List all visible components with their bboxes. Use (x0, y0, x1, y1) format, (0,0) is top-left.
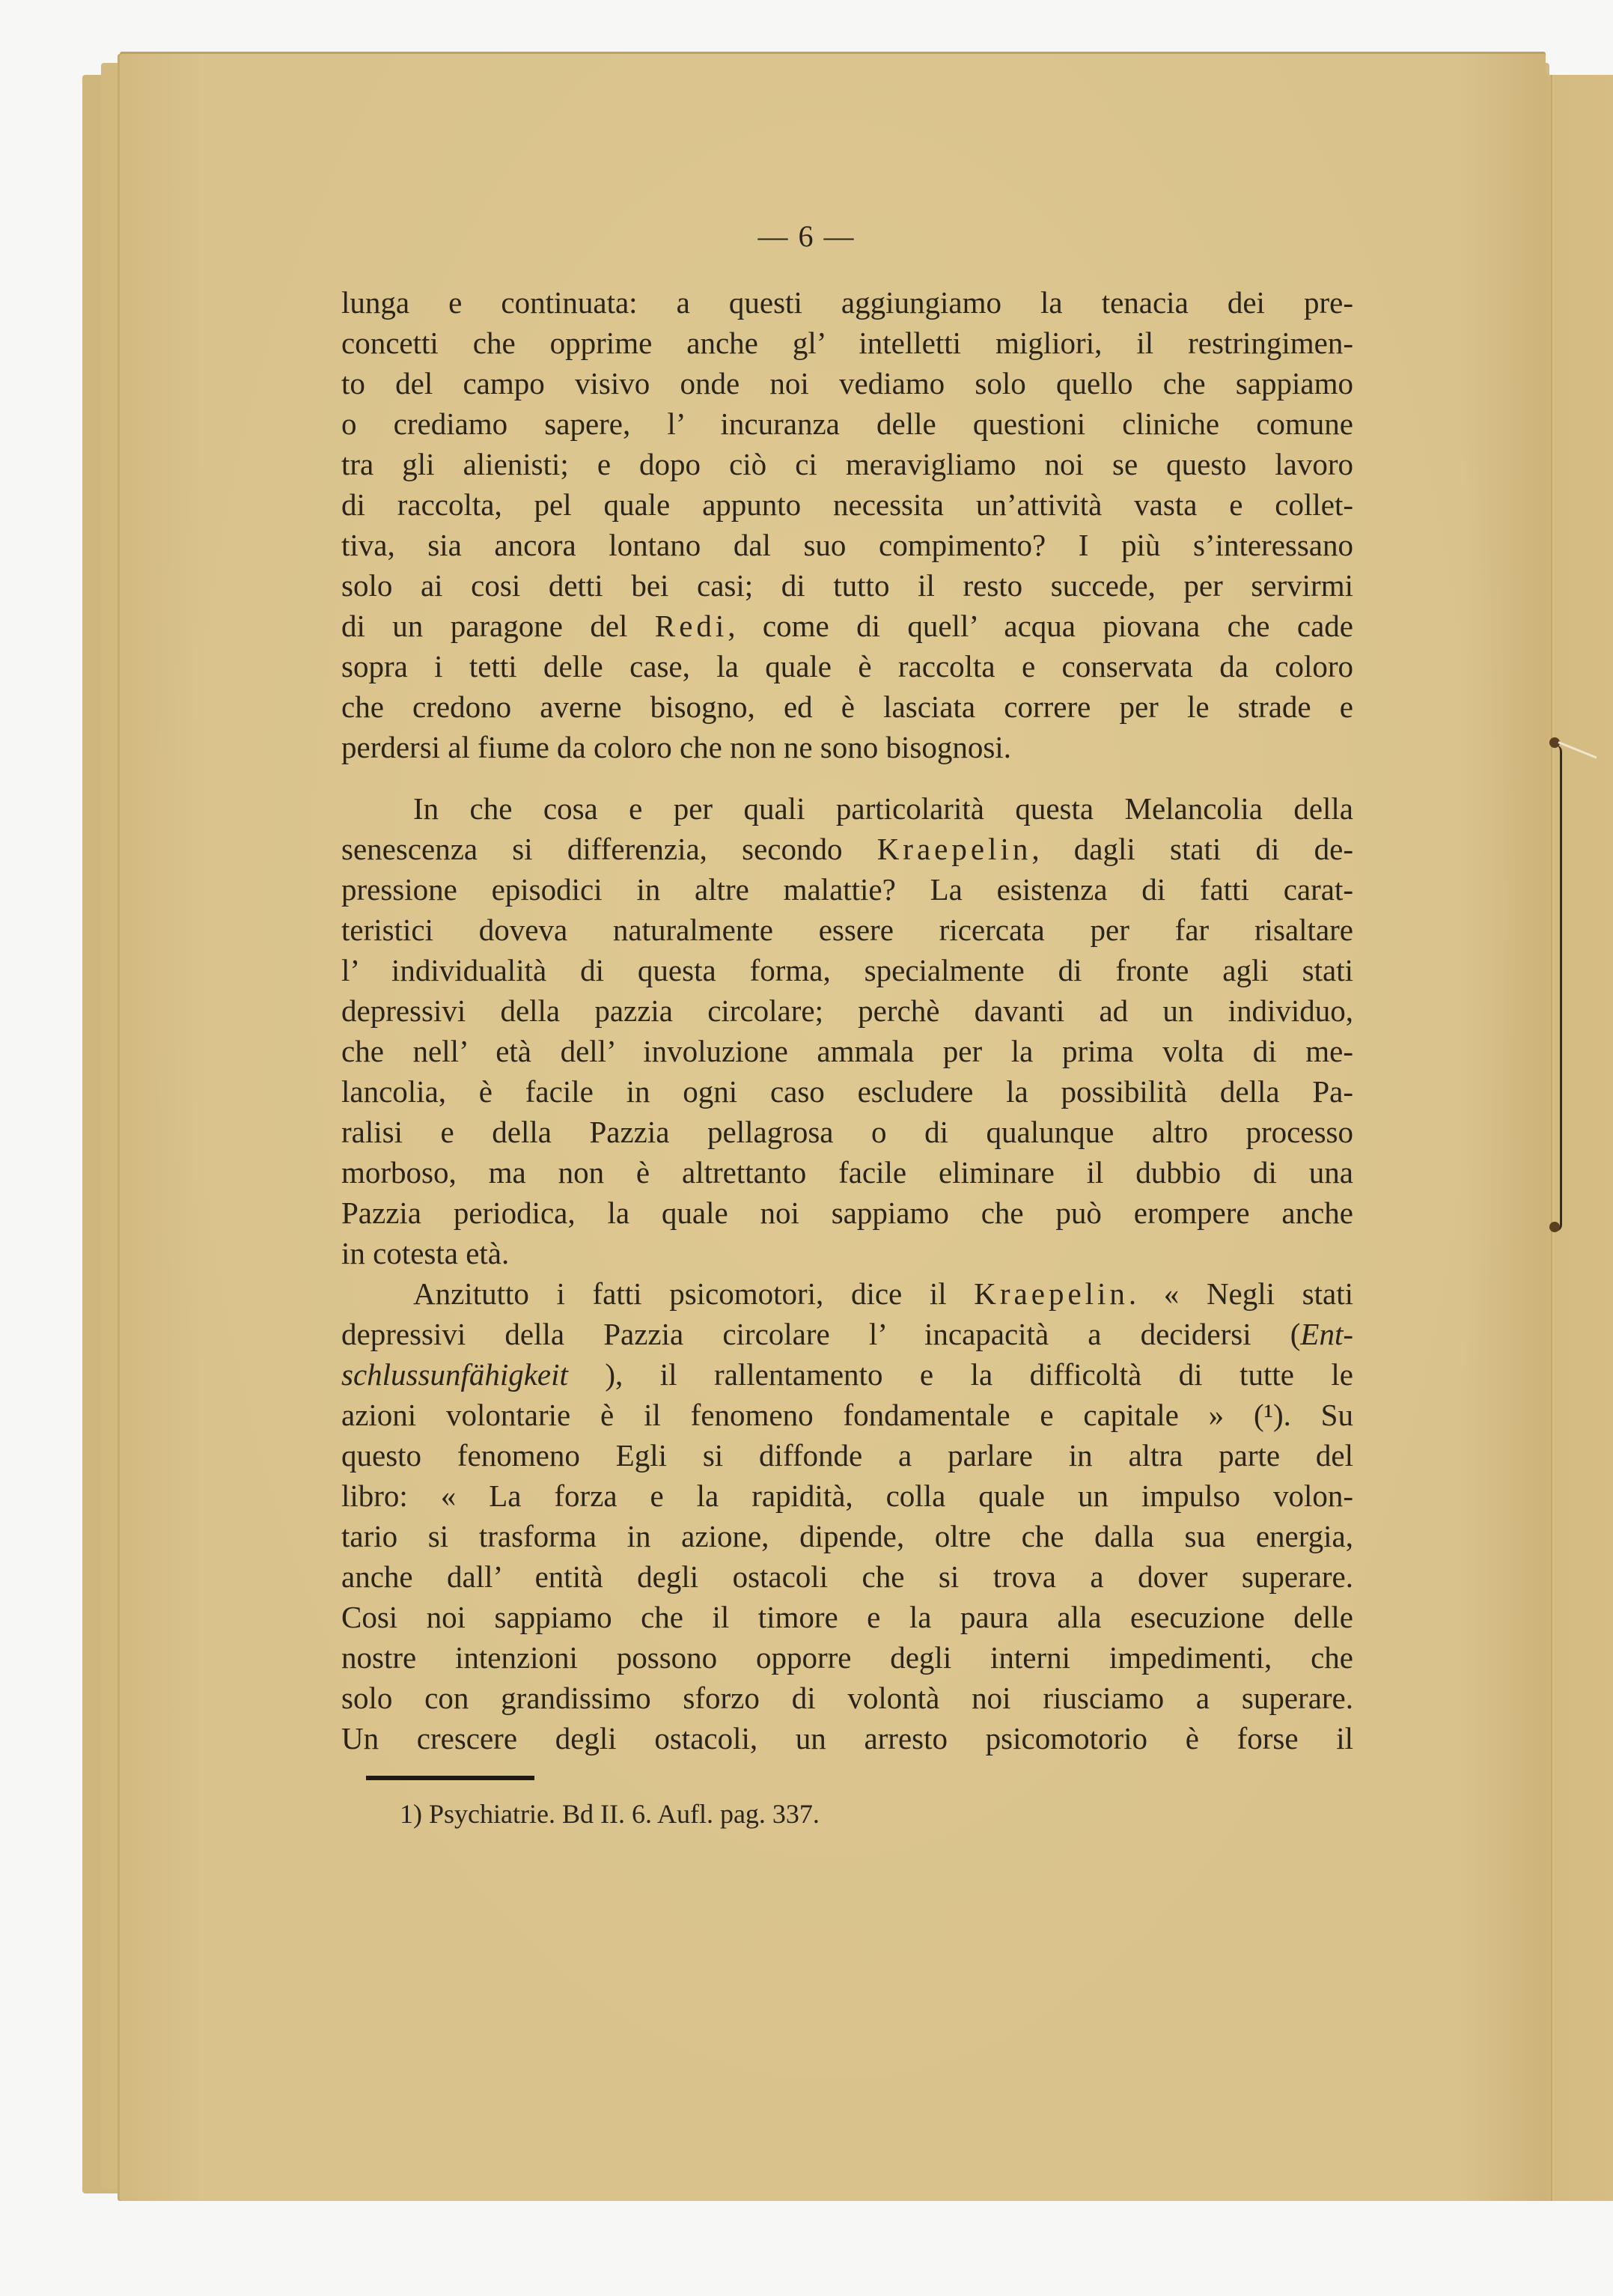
text-run: senescenza si differenzia, secondo (341, 832, 877, 866)
text-line: lunga e continuata: a questi aggiungiamo la tenacia dei pre- (341, 285, 1353, 320)
text-line: anche dall’ entità degli ostacoli che si trova a dover superare. (341, 1559, 1353, 1594)
text-line: ralisi e della Pazzia pellagrosa o di qualunque altro processo (341, 1115, 1353, 1149)
binding-thread-icon (1555, 745, 1562, 1231)
text-line (413, 1273, 1353, 1314)
text-line: che nell’ età dell’ involuzione ammala per la prima volta di me- (341, 1034, 1353, 1068)
text-line: tiva, sia ancora lontano dal suo compimento? I più s’interessano (341, 528, 1353, 562)
author-name: Kraepelin (876, 832, 1032, 866)
text-line: Cosi noi sappiamo che il timore e la paura alla esecuzione delle (341, 1600, 1353, 1634)
text-line: o crediamo sapere, l’ incuranza delle questioni cliniche comune (341, 406, 1353, 441)
gutter-fold (1551, 75, 1554, 2201)
adjacent-page-strip (1538, 75, 1613, 2201)
text-line: concetti che opprime anche gl’ intelletti migliori, il restringimen- (341, 326, 1353, 360)
text-line: solo ai cosi detti bei casi; di tutto il resto succede, per servirmi (341, 568, 1353, 603)
text-line: to del campo visivo onde noi vediamo solo quello che sappiamo (341, 366, 1353, 401)
text-line: In che cosa e per quali particolarità questa Melancolia della (413, 791, 1353, 826)
text-line: Un crescere degli ostacoli, un arresto psicomotorio è forse il (341, 1721, 1353, 1756)
text-line: l’ individualità di questa forma, specialmente di fronte agli stati (341, 953, 1353, 987)
text-line: sopra i tetti delle case, la quale è raccolta e conservata da coloro (341, 649, 1353, 683)
page-number: — 6 — (757, 219, 856, 253)
footnote: 1) Psychiatrie. Bd II. 6. Aufl. pag. 337. (400, 1799, 820, 1829)
text-line (341, 829, 1353, 869)
text-line: che credono averne bisogno, ed è lasciata correre per le strade e (341, 689, 1353, 724)
text-line: tra gli alienisti; e dopo ciò ci meravigliamo noi se questo lavoro (341, 447, 1353, 481)
text-line: in cotesta età. (341, 1236, 510, 1270)
text-line: lancolia, è facile in ogni caso escludere la possibilità della Pa- (341, 1074, 1353, 1109)
text-line: Pazzia periodica, la quale noi sappiamo che può erompere anche (341, 1196, 1353, 1230)
text-line: morboso, ma non è altrettanto facile eliminare il dubbio di una (341, 1155, 1353, 1190)
text-line: questo fenomeno Egli si diffonde a parlare in altra parte del (341, 1438, 1353, 1473)
text-line: perdersi al fiume da coloro che non ne sono bisognosi. (341, 730, 1011, 764)
text-run: ), il rallentamento e la difficoltà di tutte le (567, 1357, 1353, 1392)
text-run: di un paragone del (341, 609, 655, 643)
author-name: Redi (654, 609, 728, 643)
german-term: Ent- (1300, 1317, 1353, 1351)
text-line: di raccolta, pel quale appunto necessita un’attività vasta e collet- (341, 487, 1353, 522)
text-line: tario si trasforma in azione, dipende, oltre che dalla sua energia, (341, 1519, 1353, 1553)
text-run: Anzitutto i fatti psicomotori, dice il (413, 1276, 975, 1311)
text-run: , dagli stati di de- (1031, 832, 1353, 866)
text-run: . « Negli stati (1128, 1276, 1353, 1311)
text-line: solo con grandissimo sforzo di volontà noi riusciamo a superare. (341, 1681, 1353, 1715)
footnote-rule (366, 1776, 534, 1780)
text-line (341, 1314, 1353, 1354)
text-line: pressione episodici in altre malattie? La esistenza di fatti carat- (341, 872, 1353, 907)
text-line: libro: « La forza e la rapidità, colla quale un impulso volon- (341, 1479, 1353, 1513)
text-line: teristici doveva naturalmente essere ricercata per far risaltare (341, 913, 1353, 947)
text-line (341, 606, 1353, 646)
text-line: depressivi della pazzia circolare; perchè davanti ad un individuo, (341, 993, 1353, 1028)
text-run: depressivi della Pazzia circolare l’ incapacità a decidersi ( (341, 1317, 1301, 1351)
text-line: azioni volontarie è il fenomeno fondamentale e capitale » (¹). Su (341, 1398, 1353, 1432)
text-line: nostre intenzioni possono opporre degli interni impedimenti, che (341, 1640, 1353, 1675)
german-term: schlussunfähigkeit (341, 1357, 568, 1392)
text-run: , come di quell’ acqua piovana che cade (728, 609, 1353, 643)
text-line (341, 1354, 1353, 1395)
binding-knot-bottom-icon (1549, 1222, 1560, 1232)
author-name: Kraepelin (974, 1276, 1129, 1311)
